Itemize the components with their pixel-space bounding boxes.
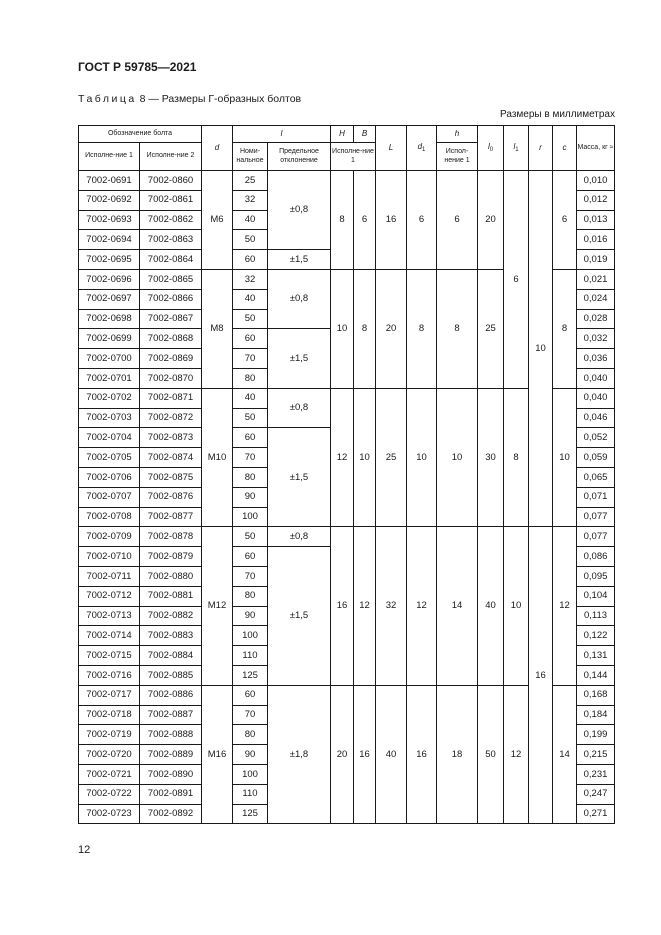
cell-l-nominal: 25 [233, 171, 268, 191]
cell-l-nominal: 32 [233, 269, 268, 289]
cell-mass: 0,046 [577, 408, 615, 428]
header-d1-main: d [417, 141, 423, 151]
cell-version-1: 7002-0705 [79, 448, 140, 468]
cell-version-2: 7002-0864 [140, 250, 202, 270]
cell-mass: 0,095 [577, 566, 615, 586]
cell-l0: 50 [478, 685, 504, 824]
cell-l0: 20 [478, 171, 504, 270]
cell-mass: 0,019 [577, 250, 615, 270]
cell-l-nominal: 100 [233, 626, 268, 646]
header-d: d [202, 126, 233, 171]
header-H: H [331, 126, 354, 143]
cell-l-nominal: 32 [233, 190, 268, 210]
cell-version-2: 7002-0873 [140, 428, 202, 448]
cell-mass: 0,052 [577, 428, 615, 448]
cell-mass: 0,013 [577, 210, 615, 230]
cell-mass: 0,215 [577, 745, 615, 765]
cell-mass: 0,036 [577, 349, 615, 369]
cell-version-2: 7002-0865 [140, 269, 202, 289]
cell-l-nominal: 80 [233, 725, 268, 745]
cell-version-1: 7002-0703 [79, 408, 140, 428]
cell-mass: 0,231 [577, 764, 615, 784]
cell-l1: 8 [504, 388, 529, 527]
cell-l-nominal: 70 [233, 705, 268, 725]
cell-d1: 8 [407, 269, 437, 388]
cell-version-1: 7002-0699 [79, 329, 140, 349]
cell-l-nominal: 70 [233, 349, 268, 369]
cell-version-1: 7002-0694 [79, 230, 140, 250]
cell-version-1: 7002-0715 [79, 646, 140, 666]
header-l0-main: l [487, 141, 490, 151]
cell-l-nominal: 60 [233, 547, 268, 567]
header-l1-main: l [513, 141, 516, 151]
cell-version-1: 7002-0706 [79, 467, 140, 487]
cell-version-1: 7002-0714 [79, 626, 140, 646]
cell-mass: 0,131 [577, 646, 615, 666]
cell-l0: 40 [478, 527, 504, 685]
header-d1 [407, 126, 437, 171]
cell-mass: 0,059 [577, 448, 615, 468]
cell-mass: 0,021 [577, 269, 615, 289]
cell-mass: 0,184 [577, 705, 615, 725]
cell-version-2: 7002-0883 [140, 626, 202, 646]
cell-version-2: 7002-0862 [140, 210, 202, 230]
cell-c: 6 [553, 171, 577, 270]
cell-version-1: 7002-0701 [79, 368, 140, 388]
cell-l-nominal: 110 [233, 784, 268, 804]
cell-mass: 0,010 [577, 171, 615, 191]
cell-d1: 12 [407, 527, 437, 685]
cell-version-1: 7002-0692 [79, 190, 140, 210]
cell-l1: 10 [504, 527, 529, 685]
cell-c: 8 [553, 269, 577, 388]
cell-d: M16 [202, 685, 233, 824]
cell-version-2: 7002-0870 [140, 368, 202, 388]
cell-mass: 0,016 [577, 230, 615, 250]
cell-version-2: 7002-0866 [140, 289, 202, 309]
cell-l-nominal: 50 [233, 230, 268, 250]
cell-tol: ±0,8 [268, 171, 331, 250]
cell-l-nominal: 60 [233, 685, 268, 705]
cell-version-1: 7002-0718 [79, 705, 140, 725]
cell-l-nominal: 80 [233, 368, 268, 388]
cell-version-1: 7002-0719 [79, 725, 140, 745]
header-l1 [504, 126, 529, 171]
caption-number: 8 [139, 93, 146, 105]
cell-L: 40 [376, 685, 407, 824]
header-l0 [478, 126, 504, 171]
cell-h: 6 [437, 171, 478, 270]
cell-mass: 0,024 [577, 289, 615, 309]
cell-mass: 0,144 [577, 665, 615, 685]
cell-version-1: 7002-0712 [79, 586, 140, 606]
cell-mass: 0,040 [577, 388, 615, 408]
cell-r: 10 [529, 171, 553, 527]
cell-mass: 0,247 [577, 784, 615, 804]
table-body [79, 171, 615, 824]
cell-l-nominal: 70 [233, 566, 268, 586]
cell-version-1: 7002-0700 [79, 349, 140, 369]
cell-version-1: 7002-0702 [79, 388, 140, 408]
cell-l-nominal: 40 [233, 388, 268, 408]
cell-l-nominal: 50 [233, 408, 268, 428]
cell-tol: ±0,8 [268, 527, 331, 547]
cell-H: 20 [331, 685, 354, 824]
cell-version-2: 7002-0878 [140, 527, 202, 547]
header-B: B [354, 126, 376, 143]
cell-version-1: 7002-0698 [79, 309, 140, 329]
cell-B: 6 [354, 171, 376, 270]
cell-tol: ±1,5 [268, 547, 331, 686]
cell-mass: 0,028 [577, 309, 615, 329]
cell-version-1: 7002-0722 [79, 784, 140, 804]
header-l: l [233, 126, 331, 143]
caption-text: — Размеры Г-образных болтов [148, 93, 302, 105]
cell-version-1: 7002-0691 [79, 171, 140, 191]
cell-d: M10 [202, 388, 233, 527]
cell-version-2: 7002-0871 [140, 388, 202, 408]
cell-L: 25 [376, 388, 407, 527]
cell-l-nominal: 90 [233, 745, 268, 765]
cell-version-2: 7002-0888 [140, 725, 202, 745]
cell-version-2: 7002-0863 [140, 230, 202, 250]
cell-version-1: 7002-0717 [79, 685, 140, 705]
cell-d: M8 [202, 269, 233, 388]
header-L: L [376, 126, 407, 171]
cell-l0: 30 [478, 388, 504, 527]
cell-mass: 0,012 [577, 190, 615, 210]
header-c: c [553, 126, 577, 171]
cell-version-2: 7002-0876 [140, 487, 202, 507]
cell-mass: 0,113 [577, 606, 615, 626]
cell-version-2: 7002-0890 [140, 764, 202, 784]
cell-version-2: 7002-0885 [140, 665, 202, 685]
header-l1-sub: 1 [515, 146, 519, 153]
cell-c: 12 [553, 527, 577, 685]
header-r: r [529, 126, 553, 171]
cell-version-1: 7002-0713 [79, 606, 140, 626]
cell-mass: 0,040 [577, 368, 615, 388]
cell-version-2: 7002-0872 [140, 408, 202, 428]
cell-version-2: 7002-0884 [140, 646, 202, 666]
cell-version-2: 7002-0869 [140, 349, 202, 369]
cell-tol: ±0,8 [268, 388, 331, 428]
cell-version-1: 7002-0708 [79, 507, 140, 527]
cell-L: 20 [376, 269, 407, 388]
cell-l-nominal: 100 [233, 764, 268, 784]
cell-H: 12 [331, 388, 354, 527]
cell-H: 8 [331, 171, 354, 270]
table-row [79, 527, 615, 547]
cell-d1: 16 [407, 685, 437, 824]
cell-L: 16 [376, 171, 407, 270]
cell-l-nominal: 50 [233, 527, 268, 547]
cell-l0: 25 [478, 269, 504, 388]
header-designation: Обозначение болта [79, 126, 202, 143]
cell-version-1: 7002-0723 [79, 804, 140, 824]
cell-B: 8 [354, 269, 376, 388]
cell-version-2: 7002-0860 [140, 171, 202, 191]
cell-version-2: 7002-0879 [140, 547, 202, 567]
cell-version-2: 7002-0886 [140, 685, 202, 705]
cell-version-2: 7002-0889 [140, 745, 202, 765]
header-version-1: Исполне-ние 1 [79, 143, 140, 171]
cell-mass: 0,199 [577, 725, 615, 745]
cell-mass: 0,168 [577, 685, 615, 705]
cell-version-2: 7002-0881 [140, 586, 202, 606]
cell-r: 16 [529, 527, 553, 824]
cell-version-2: 7002-0868 [140, 329, 202, 349]
cell-d1: 10 [407, 388, 437, 527]
header-l0-sub: 0 [489, 146, 494, 153]
cell-l-nominal: 60 [233, 428, 268, 448]
cell-version-2: 7002-0874 [140, 448, 202, 468]
cell-l-nominal: 110 [233, 646, 268, 666]
cell-d: M6 [202, 171, 233, 270]
cell-H: 16 [331, 527, 354, 685]
header-HB-version: Исполне-ние 1 [331, 143, 376, 171]
cell-version-1: 7002-0711 [79, 566, 140, 586]
cell-B: 12 [354, 527, 376, 685]
cell-mass: 0,071 [577, 487, 615, 507]
cell-version-1: 7002-0693 [79, 210, 140, 230]
header-h: h [437, 126, 478, 143]
cell-H: 10 [331, 269, 354, 388]
header-l-tolerance: Предельное отклонение [268, 143, 331, 171]
cell-c: 14 [553, 685, 577, 824]
cell-L: 32 [376, 527, 407, 685]
cell-version-2: 7002-0887 [140, 705, 202, 725]
table-caption [78, 93, 301, 105]
cell-l-nominal: 80 [233, 586, 268, 606]
cell-version-1: 7002-0695 [79, 250, 140, 270]
cell-l-nominal: 40 [233, 210, 268, 230]
cell-mass: 0,077 [577, 527, 615, 547]
cell-tol: ±0,8 [268, 269, 331, 328]
cell-version-1: 7002-0721 [79, 764, 140, 784]
cell-version-1: 7002-0697 [79, 289, 140, 309]
cell-B: 10 [354, 388, 376, 527]
cell-version-1: 7002-0696 [79, 269, 140, 289]
cell-version-2: 7002-0867 [140, 309, 202, 329]
cell-l-nominal: 60 [233, 329, 268, 349]
cell-l-nominal: 100 [233, 507, 268, 527]
cell-mass: 0,271 [577, 804, 615, 824]
cell-B: 16 [354, 685, 376, 824]
cell-version-2: 7002-0861 [140, 190, 202, 210]
cell-l-nominal: 40 [233, 289, 268, 309]
header-h-version: Испол-нение 1 [437, 143, 478, 171]
cell-version-2: 7002-0882 [140, 606, 202, 626]
cell-version-1: 7002-0707 [79, 487, 140, 507]
cell-d1: 6 [407, 171, 437, 270]
cell-version-1: 7002-0710 [79, 547, 140, 567]
cell-version-2: 7002-0891 [140, 784, 202, 804]
cell-l1: 12 [504, 685, 529, 824]
cell-version-2: 7002-0892 [140, 804, 202, 824]
cell-mass: 0,104 [577, 586, 615, 606]
cell-tol: ±1,8 [268, 685, 331, 824]
cell-l-nominal: 125 [233, 804, 268, 824]
cell-mass: 0,122 [577, 626, 615, 646]
cell-version-2: 7002-0875 [140, 467, 202, 487]
cell-l-nominal: 50 [233, 309, 268, 329]
cell-version-1: 7002-0720 [79, 745, 140, 765]
header-l-nominal: Номи-нальное [233, 143, 268, 171]
cell-l-nominal: 60 [233, 250, 268, 270]
cell-h: 10 [437, 388, 478, 527]
cell-mass: 0,086 [577, 547, 615, 567]
cell-version-2: 7002-0877 [140, 507, 202, 527]
cell-mass: 0,077 [577, 507, 615, 527]
header-version-2: Исполне-ние 2 [140, 143, 202, 171]
cell-h: 14 [437, 527, 478, 685]
cell-version-1: 7002-0709 [79, 527, 140, 547]
cell-h: 8 [437, 269, 478, 388]
cell-mass: 0,065 [577, 467, 615, 487]
cell-tol: ±1,5 [268, 250, 331, 270]
cell-version-1: 7002-0704 [79, 428, 140, 448]
cell-tol: ±1,5 [268, 329, 331, 388]
standard-number: ГОСТ Р 59785—2021 [78, 60, 197, 74]
cell-l1: 6 [504, 171, 529, 389]
units-note: Размеры в миллиметрах [500, 109, 615, 120]
cell-version-2: 7002-0880 [140, 566, 202, 586]
cell-l-nominal: 80 [233, 467, 268, 487]
cell-c: 10 [553, 388, 577, 527]
caption-word: Таблица [78, 93, 137, 105]
cell-l-nominal: 90 [233, 487, 268, 507]
cell-l-nominal: 125 [233, 665, 268, 685]
header-mass: Масса, кг ≈ [577, 126, 615, 171]
cell-mass: 0,032 [577, 329, 615, 349]
cell-version-1: 7002-0716 [79, 665, 140, 685]
cell-l-nominal: 90 [233, 606, 268, 626]
bolt-dimensions-table [78, 125, 615, 824]
cell-l-nominal: 70 [233, 448, 268, 468]
cell-h: 18 [437, 685, 478, 824]
cell-tol: ±1,5 [268, 428, 331, 527]
table-row [79, 171, 615, 191]
page-number: 12 [78, 844, 91, 856]
cell-d: M12 [202, 527, 233, 685]
header-d1-sub: 1 [422, 146, 426, 153]
